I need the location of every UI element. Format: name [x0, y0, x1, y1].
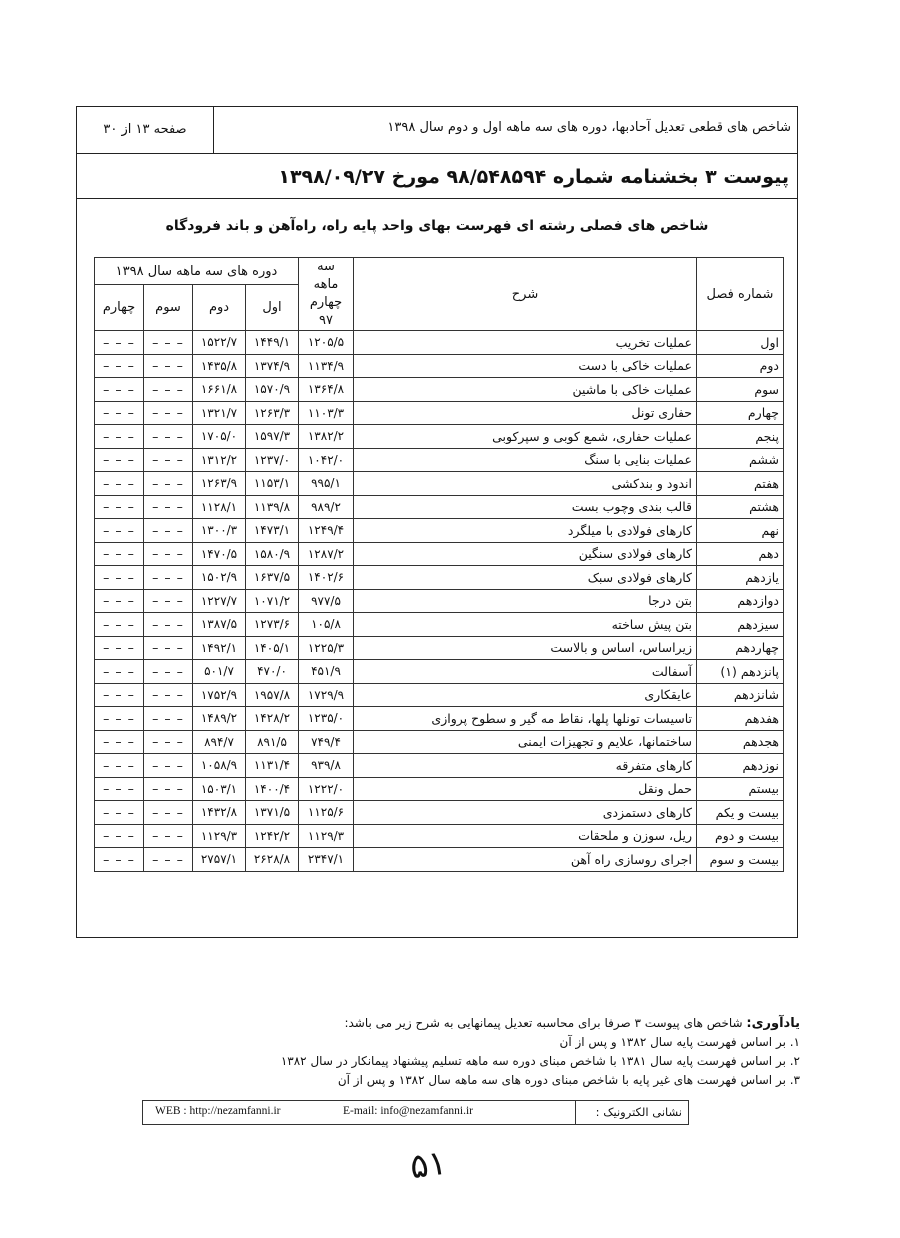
table-row: [95, 448, 784, 472]
q4-cell: – – –: [95, 519, 144, 543]
table-row: [95, 589, 784, 613]
header-row: [77, 107, 797, 154]
table-row: [95, 425, 784, 449]
q4-cell: – – –: [95, 495, 144, 519]
q3-cell: – – –: [144, 636, 193, 660]
q1-cell: ۱۳۷۴/۹: [246, 354, 299, 378]
q4-cell: – – –: [95, 331, 144, 355]
table-row: [95, 566, 784, 590]
q1-cell: ۱۲۶۳/۳: [246, 401, 299, 425]
q2-cell: ۱۱۲۹/۳: [193, 824, 246, 848]
description-cell: کارهای دستمزدی: [354, 801, 697, 825]
contact-box: [142, 1100, 689, 1125]
q3-cell: – – –: [144, 660, 193, 684]
q1-cell: ۴۷۰/۰: [246, 660, 299, 684]
chapter-cell: اول: [697, 331, 784, 355]
q4-cell: – – –: [95, 777, 144, 801]
q4-cell: – – –: [95, 401, 144, 425]
table-row: [95, 354, 784, 378]
chapter-cell: نهم: [697, 519, 784, 543]
description-cell: اجرای روسازی راه آهن: [354, 848, 697, 872]
q2-cell: ۵۰۱/۷: [193, 660, 246, 684]
contact-divider: [575, 1101, 576, 1124]
q1-cell: ۲۶۲۸/۸: [246, 848, 299, 872]
q4-cell: – – –: [95, 660, 144, 684]
table-row: [95, 660, 784, 684]
q2-cell: ۱۲۲۷/۷: [193, 589, 246, 613]
q2-cell: ۱۴۳۲/۸: [193, 801, 246, 825]
q2-cell: ۱۴۸۹/۲: [193, 707, 246, 731]
table-row: [95, 730, 784, 754]
chapter-cell: دهم: [697, 542, 784, 566]
contact-web: WEB : http://nezamfanni.ir: [155, 1105, 281, 1117]
table-row: [95, 848, 784, 872]
description-cell: عملیات بنایی با سنگ: [354, 448, 697, 472]
bulletin-heading: پیوست ۳ بخشنامه شماره ۹۸/۵۴۸۵۹۴ مورخ ۱۳۹۸/۰۹/۲۷: [77, 154, 797, 199]
chapter-cell: بیست و دوم: [697, 824, 784, 848]
chapter-cell: هجدهم: [697, 730, 784, 754]
description-cell: قالب بندی وچوب بست: [354, 495, 697, 519]
q1-cell: ۱۴۲۸/۲: [246, 707, 299, 731]
description-cell: کارهای فولادی سنگین: [354, 542, 697, 566]
description-cell: ریل، سوزن و ملحقات: [354, 824, 697, 848]
description-cell: حفاری تونل: [354, 401, 697, 425]
q1-cell: ۱۴۰۰/۴: [246, 777, 299, 801]
q4-cell: – – –: [95, 636, 144, 660]
description-cell: زیراساس، اساس و بالاست: [354, 636, 697, 660]
table-row: [95, 824, 784, 848]
q2-cell: ۱۶۶۱/۸: [193, 378, 246, 402]
q4-97-cell: ۹۹۵/۱: [299, 472, 354, 496]
note-item: ۲. بر اساس فهرست پایه سال ۱۳۸۱ با شاخص مبنای دوره سه ماهه تسلیم پیشنهاد پیمانکار در سال ۱۳۸۲: [280, 1054, 800, 1068]
q3-cell: – – –: [144, 566, 193, 590]
description-cell: عایقکاری: [354, 683, 697, 707]
q2-cell: ۱۴۳۵/۸: [193, 354, 246, 378]
col-q1-header: اول: [246, 285, 299, 331]
q3-cell: – – –: [144, 495, 193, 519]
q4-97-cell: ۷۴۹/۴: [299, 730, 354, 754]
document-title: شاخص های قطعی تعدیل آحادبها، دوره های سه ماهه اول و دوم سال ۱۳۹۸: [387, 120, 791, 135]
q2-cell: ۱۰۵۸/۹: [193, 754, 246, 778]
q3-cell: – – –: [144, 519, 193, 543]
q3-cell: – – –: [144, 730, 193, 754]
col-q4-97-header: سه ماهه چهارم ۹۷: [299, 258, 354, 331]
description-cell: اندود و بندکشی: [354, 472, 697, 496]
q1-cell: ۱۹۵۷/۸: [246, 683, 299, 707]
q3-cell: – – –: [144, 777, 193, 801]
q2-cell: ۱۴۹۲/۱: [193, 636, 246, 660]
chapter-cell: پانزدهم (۱): [697, 660, 784, 684]
chapter-cell: ششم: [697, 448, 784, 472]
q2-cell: ۱۳۲۱/۷: [193, 401, 246, 425]
q3-cell: – – –: [144, 589, 193, 613]
description-cell: ساختمانها، علایم و تجهیزات ایمنی: [354, 730, 697, 754]
q4-97-cell: ۹۳۹/۸: [299, 754, 354, 778]
table-row: [95, 401, 784, 425]
table-row: [95, 707, 784, 731]
table-row: [95, 378, 784, 402]
q4-97-cell: ۹۷۷/۵: [299, 589, 354, 613]
chapter-cell: هفدهم: [697, 707, 784, 731]
description-cell: عملیات حفاری، شمع کوبی و سپرکوبی: [354, 425, 697, 449]
chapter-cell: دوم: [697, 354, 784, 378]
q1-cell: ۱۱۵۳/۱: [246, 472, 299, 496]
table-row: [95, 801, 784, 825]
q4-97-cell: ۱۰۵/۸: [299, 613, 354, 637]
q2-cell: ۱۴۷۰/۵: [193, 542, 246, 566]
description-cell: عملیات خاکی با ماشین: [354, 378, 697, 402]
q1-cell: ۱۰۷۱/۲: [246, 589, 299, 613]
q1-cell: ۱۵۹۷/۳: [246, 425, 299, 449]
q4-cell: – – –: [95, 542, 144, 566]
q2-cell: ۱۵۰۳/۱: [193, 777, 246, 801]
index-table: [94, 257, 784, 872]
col-desc-header: شرح: [354, 258, 697, 331]
handwritten-page-number: ۵۱: [407, 1142, 450, 1188]
q4-97-cell: ۱۲۳۵/۰: [299, 707, 354, 731]
contact-email: E-mail: info@nezamfanni.ir: [343, 1105, 474, 1117]
q3-cell: – – –: [144, 801, 193, 825]
q3-cell: – – –: [144, 331, 193, 355]
chapter-cell: دوازدهم: [697, 589, 784, 613]
q4-cell: – – –: [95, 425, 144, 449]
description-cell: کارهای فولادی با میلگرد: [354, 519, 697, 543]
description-cell: عملیات تخریب: [354, 331, 697, 355]
q4-cell: – – –: [95, 378, 144, 402]
q4-97-cell: ۹۸۹/۲: [299, 495, 354, 519]
q4-cell: – – –: [95, 801, 144, 825]
chapter-cell: سوم: [697, 378, 784, 402]
q3-cell: – – –: [144, 613, 193, 637]
q4-97-cell: ۱۳۸۲/۲: [299, 425, 354, 449]
q3-cell: – – –: [144, 448, 193, 472]
col-chapter-header: شماره فصل: [697, 258, 784, 331]
q1-cell: ۱۶۳۷/۵: [246, 566, 299, 590]
q3-cell: – – –: [144, 542, 193, 566]
q1-cell: ۱۲۴۲/۲: [246, 824, 299, 848]
table-row: [95, 683, 784, 707]
q4-cell: – – –: [95, 448, 144, 472]
description-cell: بتن درجا: [354, 589, 697, 613]
chapter-cell: بیست و سوم: [697, 848, 784, 872]
q4-97-cell: ۱۲۴۹/۴: [299, 519, 354, 543]
page-number: صفحه ۱۳ از ۳۰: [77, 107, 214, 153]
table-row: [95, 472, 784, 496]
q4-97-cell: ۱۲۰۵/۵: [299, 331, 354, 355]
q4-cell: – – –: [95, 589, 144, 613]
q4-97-cell: ۴۵۱/۹: [299, 660, 354, 684]
q3-cell: – – –: [144, 354, 193, 378]
col-q2-header: دوم: [193, 285, 246, 331]
table-row: [95, 613, 784, 637]
q4-cell: – – –: [95, 848, 144, 872]
q2-cell: ۲۷۵۷/۱: [193, 848, 246, 872]
q4-97-cell: ۱۱۲۵/۶: [299, 801, 354, 825]
q3-cell: – – –: [144, 848, 193, 872]
q3-cell: – – –: [144, 707, 193, 731]
q1-cell: ۱۴۷۳/۱: [246, 519, 299, 543]
q1-cell: ۱۱۳۹/۸: [246, 495, 299, 519]
q4-cell: – – –: [95, 354, 144, 378]
q4-cell: – – –: [95, 683, 144, 707]
q4-97-cell: ۱۱۲۹/۳: [299, 824, 354, 848]
chapter-cell: چهارم: [697, 401, 784, 425]
q1-cell: ۱۲۷۳/۶: [246, 613, 299, 637]
chapter-cell: چهاردهم: [697, 636, 784, 660]
q1-cell: ۱۲۳۷/۰: [246, 448, 299, 472]
q4-cell: – – –: [95, 707, 144, 731]
q4-cell: – – –: [95, 566, 144, 590]
document-frame: [76, 106, 798, 938]
description-cell: تاسیسات تونلها پلها، نقاط مه گیر و سطوح پروازی: [354, 707, 697, 731]
q3-cell: – – –: [144, 378, 193, 402]
q4-cell: – – –: [95, 824, 144, 848]
table-row: [95, 519, 784, 543]
notes-intro: شاخص های پیوست ۳ صرفا برای محاسبه تعدیل پیمانهایی به شرح زیر می باشد:: [344, 1016, 743, 1030]
q1-cell: ۱۵۷۰/۹: [246, 378, 299, 402]
q1-cell: ۱۱۳۱/۴: [246, 754, 299, 778]
q4-97-cell: ۲۳۴۷/۱: [299, 848, 354, 872]
notes-section: [100, 1014, 800, 1090]
q2-cell: ۱۵۰۲/۹: [193, 566, 246, 590]
q2-cell: ۱۳۱۲/۲: [193, 448, 246, 472]
note-item: ۳. بر اساس فهرست های غیر پایه با شاخص مبنای دوره های سه ماهه سال ۱۳۸۲ و پس از آن: [337, 1073, 800, 1087]
q2-cell: ۱۷۰۵/۰: [193, 425, 246, 449]
q3-cell: – – –: [144, 472, 193, 496]
q4-97-cell: ۱۱۰۳/۳: [299, 401, 354, 425]
chapter-cell: پنجم: [697, 425, 784, 449]
q3-cell: – – –: [144, 425, 193, 449]
q1-cell: ۱۴۴۹/۱: [246, 331, 299, 355]
contact-label: نشانی الکترونیک :: [595, 1105, 682, 1119]
chapter-cell: بیست و یکم: [697, 801, 784, 825]
table-subtitle: شاخص های فصلی رشته ای فهرست بهای واحد پایه راه، راه‌آهن و باند فرودگاه: [165, 218, 709, 234]
table-row: [95, 542, 784, 566]
chapter-cell: هفتم: [697, 472, 784, 496]
chapter-cell: نوزدهم: [697, 754, 784, 778]
col-group-header: دوره های سه ماهه سال ۱۳۹۸: [95, 258, 299, 285]
q2-cell: ۱۳۰۰/۳: [193, 519, 246, 543]
q4-97-cell: ۱۴۰۲/۶: [299, 566, 354, 590]
q2-cell: ۸۹۴/۷: [193, 730, 246, 754]
q1-cell: ۱۴۰۵/۱: [246, 636, 299, 660]
q2-cell: ۱۳۸۷/۵: [193, 613, 246, 637]
table-row: [95, 331, 784, 355]
table-row: [95, 754, 784, 778]
q3-cell: – – –: [144, 754, 193, 778]
q4-cell: – – –: [95, 730, 144, 754]
col-q4-header: چهارم: [95, 285, 144, 331]
chapter-cell: شانزدهم: [697, 683, 784, 707]
q4-97-cell: ۱۷۲۹/۹: [299, 683, 354, 707]
q2-cell: ۱۷۵۲/۹: [193, 683, 246, 707]
q4-97-cell: ۱۱۳۴/۹: [299, 354, 354, 378]
table-row: [95, 636, 784, 660]
chapter-cell: بیستم: [697, 777, 784, 801]
chapter-cell: هشتم: [697, 495, 784, 519]
q2-cell: ۱۱۲۸/۱: [193, 495, 246, 519]
col-q3-header: سوم: [144, 285, 193, 331]
q3-cell: – – –: [144, 401, 193, 425]
q2-cell: ۱۲۶۳/۹: [193, 472, 246, 496]
q4-cell: – – –: [95, 754, 144, 778]
description-cell: کارهای متفرقه: [354, 754, 697, 778]
q4-cell: – – –: [95, 613, 144, 637]
q1-cell: ۱۳۷۱/۵: [246, 801, 299, 825]
q4-97-cell: ۱۲۲۲/۰: [299, 777, 354, 801]
chapter-cell: سیزدهم: [697, 613, 784, 637]
q4-97-cell: ۱۳۶۴/۸: [299, 378, 354, 402]
description-cell: کارهای فولادی سبک: [354, 566, 697, 590]
q4-97-cell: ۱۲۸۷/۲: [299, 542, 354, 566]
description-cell: بتن پیش ساخته: [354, 613, 697, 637]
q4-cell: – – –: [95, 472, 144, 496]
chapter-cell: یازدهم: [697, 566, 784, 590]
table-row: [95, 495, 784, 519]
q1-cell: ۸۹۱/۵: [246, 730, 299, 754]
q3-cell: – – –: [144, 683, 193, 707]
q2-cell: ۱۵۲۲/۷: [193, 331, 246, 355]
description-cell: حمل ونقل: [354, 777, 697, 801]
q1-cell: ۱۵۸۰/۹: [246, 542, 299, 566]
table-row: [95, 777, 784, 801]
q4-97-cell: ۱۰۴۲/۰: [299, 448, 354, 472]
notes-heading: یادآوری:: [746, 1016, 800, 1031]
q3-cell: – – –: [144, 824, 193, 848]
description-cell: عملیات خاکی با دست: [354, 354, 697, 378]
q4-97-cell: ۱۲۲۵/۳: [299, 636, 354, 660]
note-item: ۱. بر اساس فهرست پایه سال ۱۳۸۲ و پس از آن: [559, 1035, 800, 1049]
description-cell: آسفالت: [354, 660, 697, 684]
